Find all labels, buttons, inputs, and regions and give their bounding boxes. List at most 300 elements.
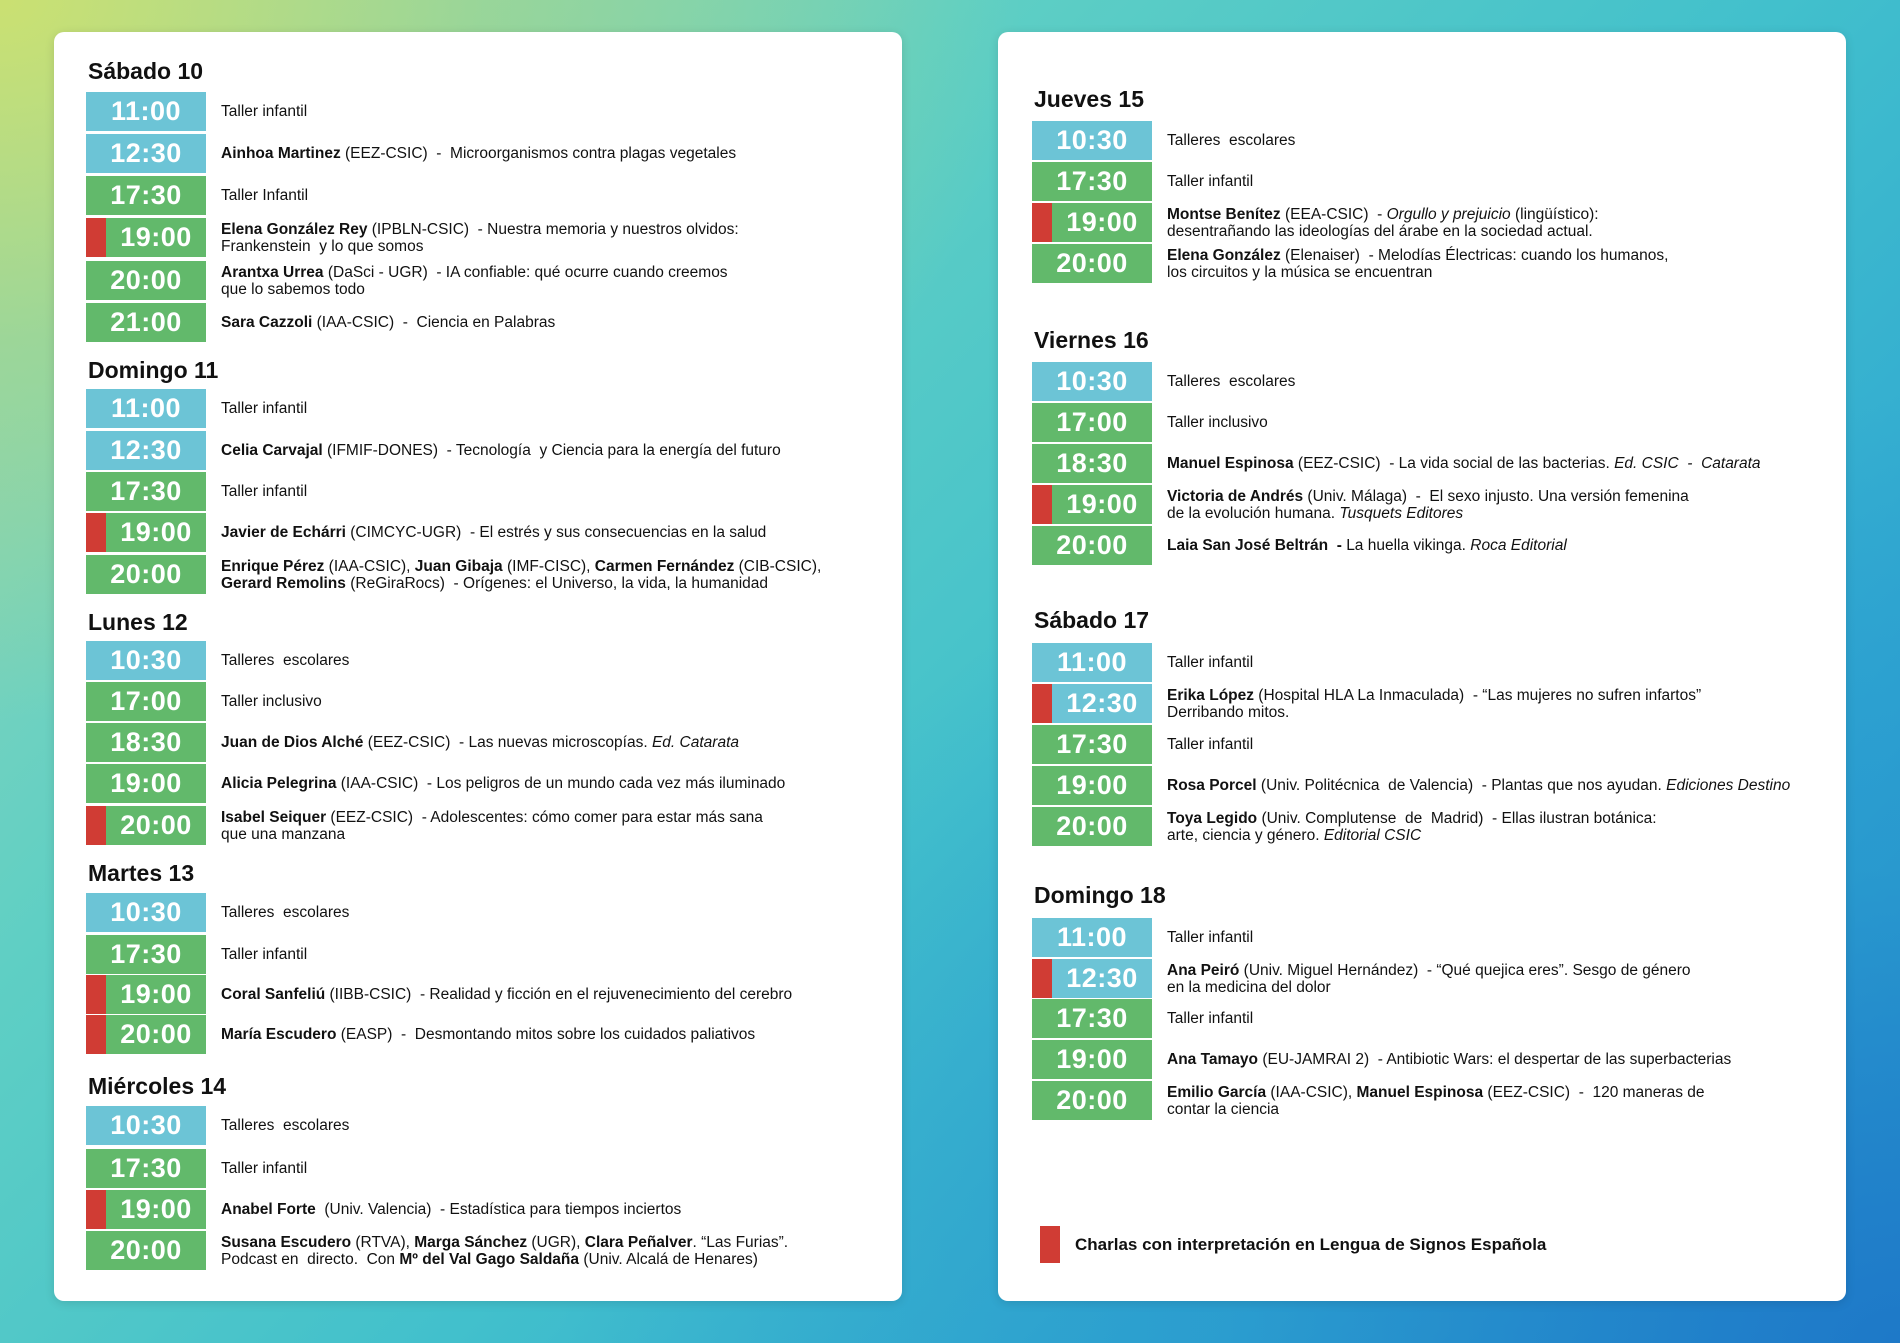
event-description-line xyxy=(221,1251,788,1268)
event-text: desentrañando las ideologías del árabe en la sociedad actual. xyxy=(1167,222,1593,240)
day-heading-sabado-17: Sábado 17 xyxy=(1034,607,1150,633)
event-text: Talleres escolares xyxy=(221,652,350,669)
event-text: (Univ. Politécnica de Valencia) - Plantas que nos ayudan. xyxy=(1256,777,1667,794)
schedule-row xyxy=(1032,684,1701,723)
event-description-line xyxy=(221,734,739,751)
event-description-line xyxy=(221,221,739,238)
time-badge xyxy=(1032,643,1152,682)
day-heading-lunes-12: Lunes 12 xyxy=(88,609,188,635)
time-label: 20:00 xyxy=(1056,530,1128,560)
schedule-row xyxy=(86,218,739,257)
event-text: los circuitos y la música se encuentran xyxy=(1167,263,1433,281)
schedule-row xyxy=(86,555,821,594)
event-description-line xyxy=(1167,247,1668,264)
speaker-name: Isabel Seiquer xyxy=(221,808,327,826)
event-text: (CIMCYC-UGR) - El estrés y sus consecuencias en la salud xyxy=(345,524,767,541)
speaker-name: Juan de Dios Alché xyxy=(221,734,364,751)
sign-language-marker xyxy=(86,1015,106,1054)
event-description-line xyxy=(1167,455,1761,472)
event-text: (lingüístico): xyxy=(1510,205,1599,223)
speaker-name: Alicia Pelegrina xyxy=(221,775,337,792)
event-description-line xyxy=(221,652,349,669)
time-badge xyxy=(1032,1040,1152,1079)
time-badge xyxy=(1032,444,1152,483)
event-description-line xyxy=(221,1201,681,1218)
publisher-name: Tusquets Editores xyxy=(1339,504,1464,522)
event-text: Taller infantil xyxy=(1167,736,1254,753)
event-description xyxy=(1167,173,1253,190)
schedule-row xyxy=(86,1015,755,1054)
speaker-name: Enrique Pérez xyxy=(221,557,325,575)
event-text: Taller infantil xyxy=(221,946,308,963)
event-description-line xyxy=(1167,1101,1705,1118)
event-text: (EEZ-CSIC) - La vida social de las bacterias. xyxy=(1293,455,1615,472)
event-description xyxy=(221,187,308,204)
time-label: 20:00 xyxy=(120,1019,192,1049)
time-badge xyxy=(1032,959,1152,998)
event-text: (IMF-CISC), xyxy=(502,557,595,575)
event-text: Taller infantil xyxy=(221,103,308,120)
time-label: 21:00 xyxy=(110,307,182,337)
time-label: 12:30 xyxy=(110,435,182,465)
schedule-row xyxy=(86,1190,681,1229)
event-text: Talleres escolares xyxy=(221,904,350,921)
event-text: que lo sabemos todo xyxy=(221,280,365,298)
schedule-row xyxy=(86,935,307,974)
event-text: Taller inclusivo xyxy=(221,693,322,710)
event-description xyxy=(1167,455,1761,472)
time-badge xyxy=(1032,999,1152,1038)
event-description xyxy=(1167,962,1691,996)
event-text: (Univ. Miguel Hernández) - “Qué quejica eres”. Sesgo de género xyxy=(1239,961,1691,979)
event-description-line xyxy=(221,693,322,710)
event-description-line xyxy=(1167,654,1253,671)
schedule-row xyxy=(86,806,763,845)
event-description-line xyxy=(221,1117,349,1134)
schedule-row xyxy=(86,1149,307,1188)
event-text: contar la ciencia xyxy=(1167,1100,1280,1118)
event-description-line xyxy=(221,314,555,331)
event-description-line xyxy=(1167,810,1657,827)
time-label: 18:30 xyxy=(110,727,182,757)
time-label: 11:00 xyxy=(1056,647,1128,677)
speaker-name: Gerard Remolins xyxy=(221,574,346,592)
event-description xyxy=(221,1201,681,1218)
speaker-name: Elena González Rey xyxy=(221,220,368,238)
sign-language-marker xyxy=(1032,959,1052,998)
event-description-line xyxy=(221,281,728,298)
time-label: 10:30 xyxy=(1056,366,1128,396)
time-label: 19:00 xyxy=(1066,489,1138,519)
time-label: 19:00 xyxy=(1056,1044,1128,1074)
event-text: (EEZ-CSIC) - Las nuevas microscopías. xyxy=(363,734,652,751)
event-description-line xyxy=(1167,777,1790,794)
publisher-name: Orgullo y prejuicio xyxy=(1386,205,1511,223)
event-description-line xyxy=(1167,488,1689,505)
legend-text: Charlas con interpretación en Lengua de Signos Española xyxy=(1075,1234,1547,1254)
time-badge xyxy=(1032,526,1152,565)
time-badge xyxy=(86,893,206,932)
schedule-row xyxy=(86,682,322,721)
event-description xyxy=(221,558,821,592)
time-badge xyxy=(86,261,206,300)
event-description-line xyxy=(221,826,763,843)
time-badge xyxy=(86,431,206,470)
schedule-row xyxy=(1032,203,1599,242)
time-label: 17:00 xyxy=(1056,407,1128,437)
schedule-row xyxy=(86,764,785,803)
event-description-line xyxy=(221,483,307,500)
speaker-name: Rosa Porcel xyxy=(1167,777,1257,794)
sign-language-marker xyxy=(86,975,106,1014)
day-heading-miercoles-14: Miércoles 14 xyxy=(88,1073,227,1099)
time-badge xyxy=(1032,162,1152,201)
time-label: 10:30 xyxy=(110,645,182,675)
time-badge xyxy=(86,641,206,680)
event-description-line xyxy=(221,809,763,826)
event-description xyxy=(221,734,739,751)
event-description xyxy=(1167,736,1253,753)
event-description-line xyxy=(221,145,736,162)
event-description-line xyxy=(221,264,728,281)
event-description-line xyxy=(1167,704,1701,721)
event-description xyxy=(1167,929,1253,946)
schedule-row xyxy=(86,134,736,173)
event-description xyxy=(1167,373,1295,390)
event-text: en la medicina del dolor xyxy=(1167,978,1331,996)
event-description xyxy=(221,904,349,921)
time-label: 11:00 xyxy=(1056,922,1128,952)
time-badge xyxy=(1032,725,1152,764)
schedule-row xyxy=(1032,526,1567,565)
event-text: (IAA-CSIC) - Ciencia en Palabras xyxy=(312,314,556,331)
event-text: (EEZ-CSIC) - Microorganismos contra plagas vegetales xyxy=(340,145,737,162)
event-text: (IAA-CSIC), xyxy=(324,557,415,575)
time-label: 11:00 xyxy=(110,393,182,423)
speaker-name: Arantxa Urrea xyxy=(221,263,324,281)
time-label: 19:00 xyxy=(120,222,192,252)
event-text: Taller infantil xyxy=(221,400,308,417)
event-description xyxy=(221,1026,755,1043)
event-description-line xyxy=(221,904,349,921)
schedule-row xyxy=(86,431,781,470)
time-badge xyxy=(86,1190,206,1229)
event-text: (RTVA), xyxy=(351,1233,415,1251)
event-description-line xyxy=(221,400,307,417)
event-description xyxy=(221,1117,349,1134)
time-badge xyxy=(1032,684,1152,723)
time-label: 20:00 xyxy=(1056,1085,1128,1115)
sign-language-legend-swatch xyxy=(1040,1226,1060,1263)
speaker-name: Coral Sanfeliú xyxy=(221,986,326,1003)
time-badge xyxy=(1032,403,1152,442)
day-heading-sabado-10: Sábado 10 xyxy=(88,58,204,84)
event-description xyxy=(1167,132,1295,149)
time-badge xyxy=(1032,121,1152,160)
schedule-row xyxy=(1032,766,1790,805)
time-badge xyxy=(1032,203,1152,242)
event-text: (CIB-CSIC), xyxy=(734,557,822,575)
schedule-row xyxy=(1032,959,1691,998)
time-label: 19:00 xyxy=(1056,770,1128,800)
event-description-line xyxy=(221,775,785,792)
event-text: de la evolución humana. xyxy=(1167,504,1340,522)
schedule-row xyxy=(86,472,307,511)
schedule-row xyxy=(1032,1081,1705,1120)
event-description xyxy=(221,775,785,792)
time-badge xyxy=(1032,362,1152,401)
event-text: (EEA-CSIC) - xyxy=(1280,205,1387,223)
time-label: 20:00 xyxy=(120,810,192,840)
event-text: La huella vikinga. xyxy=(1346,537,1471,554)
time-badge xyxy=(86,1106,206,1145)
event-description xyxy=(221,809,763,843)
schedule-row xyxy=(86,261,728,300)
event-description-line xyxy=(221,442,781,459)
event-description xyxy=(1167,537,1567,554)
event-description xyxy=(221,946,307,963)
event-description-line xyxy=(221,238,739,255)
speaker-name: Ana Peiró xyxy=(1167,961,1240,979)
publisher-name: Ediciones Destino xyxy=(1666,777,1791,794)
speaker-name: Marga Sánchez xyxy=(414,1233,528,1251)
speaker-name: Elena González xyxy=(1167,246,1281,264)
speaker-name: Mº del Val Gago Saldaña xyxy=(399,1250,580,1268)
time-badge xyxy=(86,472,206,511)
event-description xyxy=(221,145,736,162)
speaker-name: Manuel Espinosa xyxy=(1167,455,1294,472)
event-description xyxy=(221,221,739,255)
event-text: (Univ. Málaga) - El sexo injusto. Una versión femenina xyxy=(1303,487,1689,505)
time-label: 17:30 xyxy=(110,476,182,506)
schedule-row xyxy=(86,389,307,428)
time-label: 17:30 xyxy=(110,180,182,210)
time-label: 20:00 xyxy=(110,559,182,589)
sign-language-marker xyxy=(86,806,106,845)
event-description-line xyxy=(1167,537,1567,554)
time-label: 17:30 xyxy=(110,939,182,969)
time-label: 18:30 xyxy=(1056,448,1128,478)
event-description-line xyxy=(1167,979,1691,996)
time-label: 20:00 xyxy=(1056,811,1128,841)
event-description-line xyxy=(1167,414,1268,431)
time-badge xyxy=(86,1015,206,1054)
day-heading-martes-13: Martes 13 xyxy=(88,860,195,886)
event-description-line xyxy=(1167,173,1253,190)
schedule-row xyxy=(86,513,766,552)
time-label: 20:00 xyxy=(110,265,182,295)
speaker-name: Ainhoa Martinez xyxy=(221,145,341,162)
event-text: (IFMIF-DONES) - Tecnología y Ciencia para la energía del futuro xyxy=(322,442,781,459)
time-label: 12:30 xyxy=(1066,688,1138,718)
event-text: (UGR), xyxy=(527,1233,585,1251)
day-heading-jueves-15: Jueves 15 xyxy=(1034,86,1144,112)
event-text: Frankenstein y lo que somos xyxy=(221,237,424,255)
schedule-row xyxy=(86,723,739,762)
event-text: Taller Infantil xyxy=(221,187,309,204)
event-description-line xyxy=(221,946,307,963)
event-description xyxy=(221,693,322,710)
event-text: (Univ. Complutense de Madrid) - Ellas ilustran botánica: xyxy=(1257,809,1657,827)
time-badge xyxy=(86,176,206,215)
time-label: 19:00 xyxy=(1066,207,1138,237)
event-description xyxy=(1167,654,1253,671)
event-description-line xyxy=(221,558,821,575)
event-text: Taller infantil xyxy=(1167,654,1254,671)
schedule-row xyxy=(1032,1040,1731,1079)
time-label: 10:30 xyxy=(110,1110,182,1140)
speaker-name: Toya Legido xyxy=(1167,809,1258,827)
sign-language-marker xyxy=(86,1190,106,1229)
event-text: (IAA-CSIC) - Los peligros de un mundo cada vez más iluminado xyxy=(336,775,786,792)
event-text: (Univ. Alcalá de Henares) xyxy=(579,1250,758,1268)
speaker-name: - xyxy=(1328,537,1347,554)
speaker-name: Anabel Forte xyxy=(221,1201,316,1218)
event-description xyxy=(1167,414,1268,431)
time-label: 17:30 xyxy=(110,1153,182,1183)
schedule-row xyxy=(86,1106,349,1145)
event-description xyxy=(1167,1010,1253,1027)
event-description-line xyxy=(1167,1084,1705,1101)
time-label: 20:00 xyxy=(110,1235,182,1265)
day-heading-domingo-18: Domingo 18 xyxy=(1034,882,1166,908)
event-text: (Elenaiser) - Melodías Électricas: cuando los humanos, xyxy=(1280,246,1669,264)
event-description xyxy=(1167,687,1701,721)
sign-language-marker xyxy=(86,218,106,257)
time-label: 11:00 xyxy=(110,96,182,126)
time-badge xyxy=(86,1149,206,1188)
event-description xyxy=(1167,810,1657,844)
event-description-line xyxy=(1167,1010,1253,1027)
time-badge xyxy=(1032,1081,1152,1120)
schedule-row xyxy=(1032,162,1253,201)
schedule-row xyxy=(1032,244,1668,283)
speaker-name: Carmen Fernández xyxy=(594,557,735,575)
event-description xyxy=(221,400,307,417)
day-heading-domingo-11: Domingo 11 xyxy=(88,357,219,383)
speaker-name: Manuel Espinosa xyxy=(1356,1083,1484,1101)
time-badge xyxy=(86,1231,206,1270)
event-description xyxy=(1167,777,1790,794)
publisher-name: Roca Editorial xyxy=(1470,537,1567,554)
event-text: Taller inclusivo xyxy=(1167,414,1268,431)
time-badge xyxy=(1032,918,1152,957)
schedule-row xyxy=(86,641,349,680)
publisher-name: Ed. CSIC - Catarata xyxy=(1614,455,1761,472)
event-description xyxy=(221,986,792,1003)
time-badge xyxy=(86,134,206,173)
time-badge xyxy=(1032,807,1152,846)
schedule-row xyxy=(1032,444,1761,483)
event-description xyxy=(1167,206,1599,240)
time-label: 17:30 xyxy=(1056,729,1128,759)
speaker-name: Victoria de Andrés xyxy=(1167,487,1304,505)
event-text: (Univ. Valencia) - Estadística para tiempos inciertos xyxy=(315,1201,682,1218)
event-text: Talleres escolares xyxy=(1167,132,1296,149)
event-text: arte, ciencia y género. xyxy=(1167,826,1324,844)
schedule-row xyxy=(1032,403,1268,442)
time-badge xyxy=(86,682,206,721)
time-label: 17:30 xyxy=(1056,166,1128,196)
event-description xyxy=(1167,1051,1731,1068)
event-text: (EEZ-CSIC) - 120 maneras de xyxy=(1483,1083,1705,1101)
event-description-line xyxy=(1167,373,1295,390)
speaker-name: Clara Peñalver xyxy=(584,1233,693,1251)
day-heading-viernes-16: Viernes 16 xyxy=(1034,327,1149,353)
event-description-line xyxy=(1167,827,1657,844)
event-text: Derribando mitos. xyxy=(1167,703,1290,721)
schedule-row xyxy=(86,92,307,131)
event-description-line xyxy=(1167,264,1668,281)
schedule-row xyxy=(1032,999,1253,1038)
speaker-name: Susana Escudero xyxy=(221,1233,352,1251)
schedule-row xyxy=(1032,121,1295,160)
time-badge xyxy=(86,975,206,1014)
time-badge xyxy=(86,935,206,974)
time-badge xyxy=(86,92,206,131)
event-text: (DaSci - UGR) - IA confiable: qué ocurre cuando creemos xyxy=(323,263,728,281)
time-label: 19:00 xyxy=(110,768,182,798)
event-text: Taller infantil xyxy=(221,1160,308,1177)
event-description-line xyxy=(221,575,821,592)
time-badge xyxy=(86,303,206,342)
event-description-line xyxy=(221,986,792,1003)
event-description-line xyxy=(1167,1051,1731,1068)
event-description xyxy=(221,103,307,120)
event-text: (EEZ-CSIC) - Adolescentes: cómo comer para estar más sana xyxy=(326,808,763,826)
event-description xyxy=(221,442,781,459)
time-badge xyxy=(86,555,206,594)
event-description-line xyxy=(1167,505,1689,522)
time-label: 12:30 xyxy=(110,138,182,168)
time-label: 17:30 xyxy=(1056,1003,1128,1033)
time-label: 17:00 xyxy=(110,686,182,716)
time-label: 19:00 xyxy=(120,979,192,1009)
speaker-name: Celia Carvajal xyxy=(221,442,323,459)
event-text: (EASP) - Desmontando mitos sobre los cuidados paliativos xyxy=(336,1026,756,1043)
event-description xyxy=(221,264,728,298)
event-text: (IPBLN-CSIC) - Nuestra memoria y nuestros olvidos: xyxy=(367,220,739,238)
publisher-name: Editorial CSIC xyxy=(1323,826,1422,844)
event-description xyxy=(221,314,555,331)
event-description-line xyxy=(1167,132,1295,149)
event-description xyxy=(1167,247,1668,281)
schedule-row xyxy=(86,303,555,342)
speaker-name: Laia San José Beltrán xyxy=(1167,537,1329,554)
event-text: Talleres escolares xyxy=(221,1117,350,1134)
time-label: 10:30 xyxy=(110,897,182,927)
event-description-line xyxy=(1167,223,1599,240)
event-description-line xyxy=(1167,929,1253,946)
event-text: (IAA-CSIC), xyxy=(1266,1083,1357,1101)
time-label: 20:00 xyxy=(1056,248,1128,278)
event-description xyxy=(1167,488,1689,522)
speaker-name: Emilio García xyxy=(1167,1083,1267,1101)
schedule-row xyxy=(86,893,349,932)
time-label: 19:00 xyxy=(120,517,192,547)
event-description-line xyxy=(1167,962,1691,979)
time-badge xyxy=(86,764,206,803)
speaker-name: Javier de Echárri xyxy=(221,524,346,541)
legend xyxy=(1040,1226,1546,1263)
event-text: Talleres escolares xyxy=(1167,373,1296,390)
sign-language-marker xyxy=(86,513,106,552)
time-badge xyxy=(86,513,206,552)
schedule-row xyxy=(1032,643,1253,682)
event-text: Podcast en directo. Con xyxy=(221,1250,400,1268)
schedule-row xyxy=(1032,725,1253,764)
event-text: que una manzana xyxy=(221,825,346,843)
